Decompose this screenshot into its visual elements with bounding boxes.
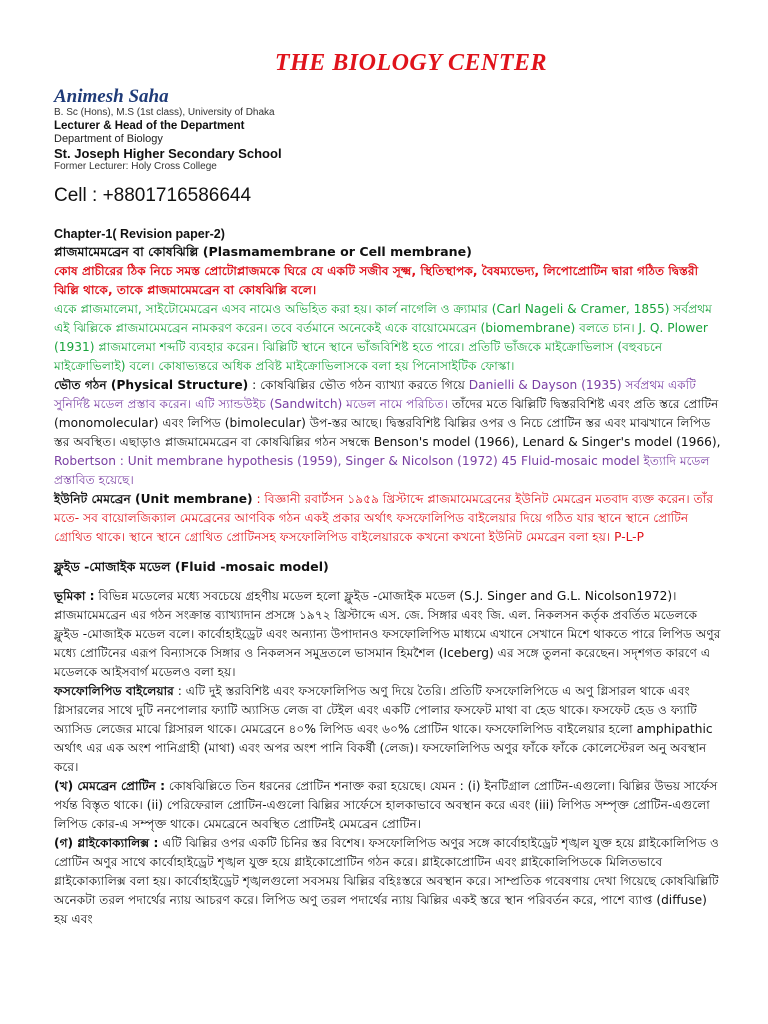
intro-label: ভূমিকা :	[54, 589, 95, 603]
definition-text: কোষ প্রাচীরের ঠিক নিচে সমস্ত প্রোটোপ্লাজমকে ঘিরে যে একটি সজীব সূক্ষ্ম, স্থিতিস্থাপক, বৈষম্যভেদ্য, লিপোপ্রোটিন দ্বারা গঠিত দ্বিস্তরী ঝিল্লি থাকে, তাকে প্লাজমামেমব্রেন বা কোষঝিল্লি বলে।	[54, 264, 699, 297]
physical-structure-paragraph	[54, 376, 768, 490]
glycocalyx-text: এটি ঝিল্লির ওপর একটি চিনির স্তর বিশেষ। ফসফোলিপিড অণুর সঙ্গে কার্বোহাইড্রেট শৃঙ্খল যুক্ত হয়ে গ্লাইকোলিপিড ও প্রোটিন অণুর সাথে কার্বোহাইড্রেট শৃঙ্খল যুক্ত হয়ে গ্লাইকোপ্রোটিন গঠন করে। গ্লাইকোপ্রোটিন এবং গ্লাইকোলিপিডকে মিলিতভাবে গ্লাইকোক্যালিক্স বলা হয়। কার্বোহাইড্রেট শৃঙ্খলগুলো সবসময় ঝিল্লির বহিঃস্তরে অবস্থান করে। সাম্প্রতিক গবেষণায় দেখা গিয়েছে কোষঝিল্লিটি অনেকটা তরল পদার্থের ন্যায় আচরণ করে। লিপিড অণু তরল পদার্থের ন্যায় ঝিল্লির একই স্তরে স্থান পরিবর্তন করে, পাশে ব্যাপ্ত (diffuse) হয় এবং	[54, 836, 720, 926]
fluid-mosaic-heading: ফ্লুইড -মোজাইক মডেল (Fluid -mosaic model)	[54, 559, 329, 574]
chapter-heading: Chapter-1( Revision paper-2)	[54, 227, 225, 241]
contact-cell: Cell : +8801716586644	[54, 185, 252, 206]
physical-text-d: Robertson : Unit membrane hypothesis (1959), Singer & Nicolson (1972) 45 Fluid-mosaic model ইত্যাদি মডেল প্রস্তাবিত হয়েছে।	[54, 454, 710, 487]
history-text: একে প্লাজমালেমা, সাইটোমেমব্রেন এসব নামেও অভিহিত করা হয়। কার্ল নাগেলি ও ক্র্যামার (Carl Nageli & Cramer, 1855) সর্বপ্রথম এই ঝিল্লিকে প্লাজমামেমব্রেন নামকরণ করেন। তবে বর্তমানে অনেকেই একে বায়োমেমব্রেন (biomembrane) বলতে চান। J. Q. Plower (1931) প্লাজমালেমা শব্দটি ব্যবহার করেন। ঝিল্লিটি স্থানে স্থানে ভাঁজবিশিষ্ট হতে পারে। প্রতিটি ভাঁজকে মাইক্রোভিলাস (বহুবচনে মাইক্রোভিলাই) বলে। কোষাভ্যন্তরে অধিক প্রবিষ্ট মাইক্রোভিলাসকে বলা হয় পিনোসাইটিক ফোস্কা।	[54, 302, 712, 373]
intro-paragraph	[54, 587, 768, 682]
author-department: Department of Biology	[54, 133, 163, 145]
author-former: Former Lecturer: Holy Cross College	[54, 161, 217, 172]
author-degree: B. Sc (Hons), M.S (1st class), University of Dhaka	[54, 107, 275, 118]
membrane-protein-paragraph	[54, 777, 768, 834]
membrane-protein-text: কোষঝিল্লিতে তিন ধরনের প্রোটিন শনাক্ত করা হয়েছে। যেমন : (i) ইনটিগ্রাল প্রোটিন-এগুলো। ঝিল্লির উভয় সার্ফেস পর্যন্ত বিস্তৃত থাকে। (ii) পেরিফেরাল প্রোটিন-এগুলো ঝিল্লির সার্ফেসে হালকাভাবে অবস্থান করে এবং (iii) লিপিড সম্পৃক্ত প্রোটিন-এগুলো লিপিড কোর-এ সম্পৃক্ত থাকে। মেমব্রেনে অবস্থিত প্রোটিনই মেমব্রেন প্রোটিন।	[54, 779, 718, 831]
glycocalyx-label: (গ) গ্লাইকোক্যালিক্স :	[54, 836, 159, 850]
section-heading-plasmamembrane: প্লাজমামেমব্রেন বা কোষঝিল্লি (Plasmamembrane or Cell membrane)	[54, 244, 472, 259]
unit-membrane-paragraph	[54, 490, 768, 547]
author-name: Animesh Saha	[54, 86, 169, 107]
physical-text-a: : কোষঝিল্লির ভৌত গঠন ব্যাখ্যা করতে গিয়ে	[248, 378, 469, 392]
membrane-protein-label: (খ) মেমব্রেন প্রোটিন :	[54, 779, 166, 793]
unit-membrane-text: : বিজ্ঞানী রবার্টসন ১৯৫৯ খ্রিস্টাব্দে প্লাজমামেমব্রেনের ইউনিট মেমব্রেন মতবাদ ব্যক্ত করেন। তাঁর মতে- সব বায়োলজিক্যাল মেমব্রেনের আণবিক গঠন একই প্রকার অর্থাৎ ফসফোলিপিড বাইলেয়ার দিয়ে গঠিত যার স্থানে স্থানে প্রোটিন গ্রোথিত থাকে। স্থানে স্থানে গ্রোথিত প্রোটিনসহ ফসফোলিপিড বাইলেয়ারকে কখনো কখনো ইউনিট মেমব্রেন বলা হয়। P-L-P	[54, 492, 714, 544]
author-school: St. Joseph Higher Secondary School	[54, 146, 282, 161]
glycocalyx-paragraph	[54, 834, 768, 929]
page-title: THE BIOLOGY CENTER	[274, 50, 548, 76]
unit-membrane-label: ইউনিট মেমব্রেন (Unit membrane)	[54, 492, 253, 506]
author-position: Lecturer & Head of the Department	[54, 120, 245, 132]
bilayer-text: : এটি দুই স্তরবিশিষ্ট এবং ফসফোলিপিড অণু দিয়ে তৈরি। প্রতিটি ফসফোলিপিডে এ অণু গ্লিসারল থাকে এবং গ্লিসারলের সাথে দুটি ননপোলার ফ্যাটি অ্যাসিড লেজ বা টেইল এবং একটি পোলার ফসফেট মাথা বা হেড থাকে। ফসফেট হেড ও ফ্যাটি অ্যাসিড লেজের মাঝে গ্লিসারল থাকে। মেমব্রেনে ৪০% লিপিড এবং ৬০% প্রোটিন থাকে। ফসফোলিপিড বাইলেয়ার হলো amphipathic অর্থাৎ এর এক অংশ পানিগ্রাহী (মাথা) এবং অপর অংশ পানি বিকর্ষী (লেজ)। ফসফোলিপিড অণুর ফাঁকে ফাঁকে কোলেস্টেরল অনু অবস্থান করে।	[54, 684, 713, 774]
physical-structure-label: ভৌত গঠন (Physical Structure)	[54, 378, 249, 392]
bilayer-paragraph	[54, 682, 768, 777]
intro-text: বিভিন্ন মডেলের মধ্যে সবচেয়ে গ্রহণীয় মডেল হলো ফ্লুইড -মোজাইক মডেল (S.J. Singer and G.L. Nicolson1972)। প্লাজমামেমব্রেন এর গঠন সংক্রান্ত ব্যাখ্যাদান প্রসঙ্গে ১৯৭২ খ্রিস্টাব্দে এস. জে. সিঙ্গার এবং জি. এল. নিকলসন কর্তৃক প্রবর্তিত মডেলকে ফ্লুইড -মোজাইক মডেল বলে। কার্বোহাইড্রেট এবং অন্যান্য উপাদানও ফসফোলিপিড মাধ্যমে এখানে সেখানে মিশে থাকতে পারে লিপিড অণুর মধ্যে প্রোটিনের এরূপ বিন্যাসকে সিঙ্গার ও নিকলসন সমুদ্রতলে ভাসমান হিমশৈল (Iceberg) এর সঙ্গে তুলনা করেছেন। সদৃশগত কারণে এ মডেলকে আইসবার্গ মডেলও বলা হয়।	[54, 589, 721, 679]
bilayer-label: ফসফোলিপিড বাইলেয়ার	[54, 684, 174, 698]
physical-text-c: তাঁদের মতে ঝিল্লিটি দ্বিস্তরবিশিষ্ট এবং প্রতি স্তরে প্রোটিন (monomolecular) এবং লিপিড (bimolecular) উপ-স্তর আছে। দ্বিস্তরবিশিষ্ট ঝিল্লির ওপর ও নিচে প্রোটিন স্তর এবং মাঝখানে লিপিড স্তর অবস্থিত। এছাড়াও প্লাজমামেমব্রেন বা কোষঝিল্লির গঠন সম্বন্ধে Benson's model (1966), Lenard & Singer's model (1966),	[54, 397, 721, 449]
physical-text-b: Danielli & Dayson (1935) সর্বপ্রথম একটি সুনির্দিষ্ট মডেল প্রস্তাব করেন। এটি স্যান্ডউইচ (Sandwitch) মডেল নামে পরিচিত।	[54, 378, 696, 411]
